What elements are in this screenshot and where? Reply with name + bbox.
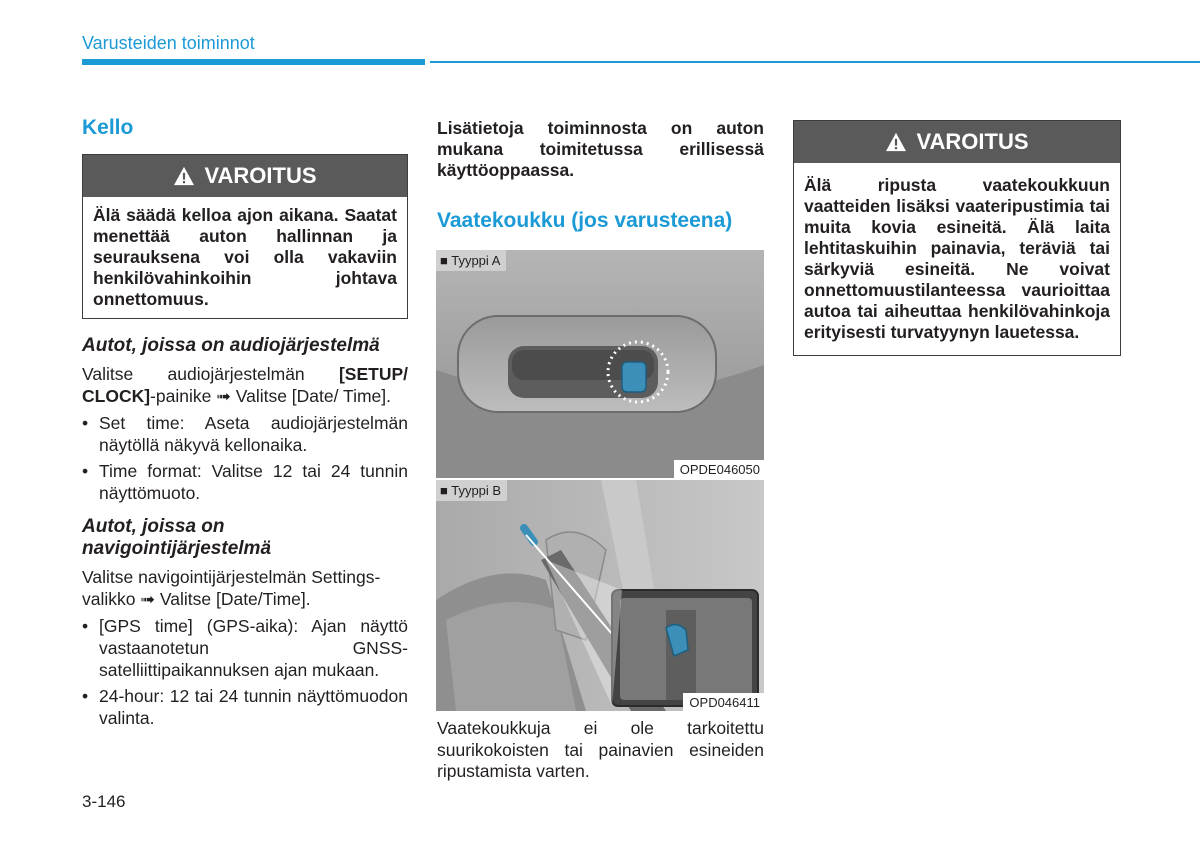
figure-label-type-b: ■ Tyyppi B xyxy=(436,480,507,501)
warning-text: Älä säädä kelloa ajon aikana. Saatat menettää auton hallinnan ja seurauksena voi olla vakaviin henkilövahinkoihin johtava onnettomuus. xyxy=(93,205,397,309)
warning-header xyxy=(83,155,407,197)
audio-intro-text: Valitse audiojärjestelmän xyxy=(82,364,339,384)
setup-clock-label: [SETUP/ CLOCK] xyxy=(82,364,408,406)
warning-header xyxy=(794,121,1120,163)
section-header-title: Varusteiden toiminnot xyxy=(82,33,255,53)
left-column xyxy=(82,116,408,733)
kello-heading: Kello xyxy=(82,116,134,139)
header-rule-thin xyxy=(430,61,1200,63)
kello-warning-box xyxy=(82,154,408,319)
warning-title: VAROITUS xyxy=(204,163,317,188)
warning-triangle-icon xyxy=(885,132,907,152)
nav-heading: Autot, joissa on navigointijärjestelmä xyxy=(82,516,272,559)
audio-bullet-list xyxy=(82,412,408,504)
warning-text: Älä ripusta vaatekoukkuun vaatteiden lisäksi vaateripustimia tai muita kovia esineitä. Älä laita lehtitaskuihin painavia, teräviä tai särkyviä esineitä. Ne voivat onnettomuustilanteessa vaurioittaa autoa tai aiheuttaa henkilövahinkoja erityisesti turvatyynyn lauetessa. xyxy=(804,175,1110,342)
audio-intro-text-end: -painike ➟ Valitse [Date/ Time]. xyxy=(150,386,392,406)
page-number: 3-146 xyxy=(82,792,126,811)
figure-type-b xyxy=(436,480,764,711)
coat-hook-heading: Vaatekoukku (jos varusteena) xyxy=(437,209,733,232)
audio-heading: Autot, joissa on audiojärjestelmä xyxy=(82,335,380,356)
figure-code-b: OPD046411 xyxy=(683,693,764,711)
coat-hook-warning-box xyxy=(793,120,1121,356)
nav-intro: Valitse navigointijärjestelmän Settings-valikko ➟ Valitse [Date/Time]. xyxy=(82,567,381,609)
figure-caption: Vaatekoukkuja ei ole tarkoitettu suurikokoisten tai painavien esineiden ripustamista varten. xyxy=(437,718,764,781)
list-item: • 24-hour: 12 tai 24 tunnin näyttömuodon valinta. xyxy=(82,685,408,729)
coat-hook-type-b-image xyxy=(436,480,764,711)
list-item: • Set time: Aseta audiojärjestelmän näytöllä näkyvä kellonaika. xyxy=(82,412,408,456)
list-item: • [GPS time] (GPS-aika): Ajan näyttö vastaanotetun GNSS-satelliittipaikannuksen ajan mukaan. xyxy=(82,615,408,681)
figure-caption-block xyxy=(437,718,764,783)
audio-intro xyxy=(82,363,408,407)
nav-bullet-list xyxy=(82,615,408,729)
list-item: • Time format: Valitse 12 tai 24 tunnin näyttömuoto. xyxy=(82,460,408,504)
figure-type-a xyxy=(436,250,764,478)
warning-title: VAROITUS xyxy=(916,129,1029,154)
info-text: Lisätietoja toiminnosta on auton mukana toimitetussa erillisessä käyttöoppaassa. xyxy=(437,118,764,180)
middle-column xyxy=(437,118,764,233)
header-rule-thick xyxy=(82,59,425,65)
coat-hook-type-a-image xyxy=(436,250,764,478)
figure-code-a: OPDE046050 xyxy=(674,460,764,478)
warning-triangle-icon xyxy=(173,166,195,186)
figure-label-type-a: ■ Tyyppi A xyxy=(436,250,506,271)
